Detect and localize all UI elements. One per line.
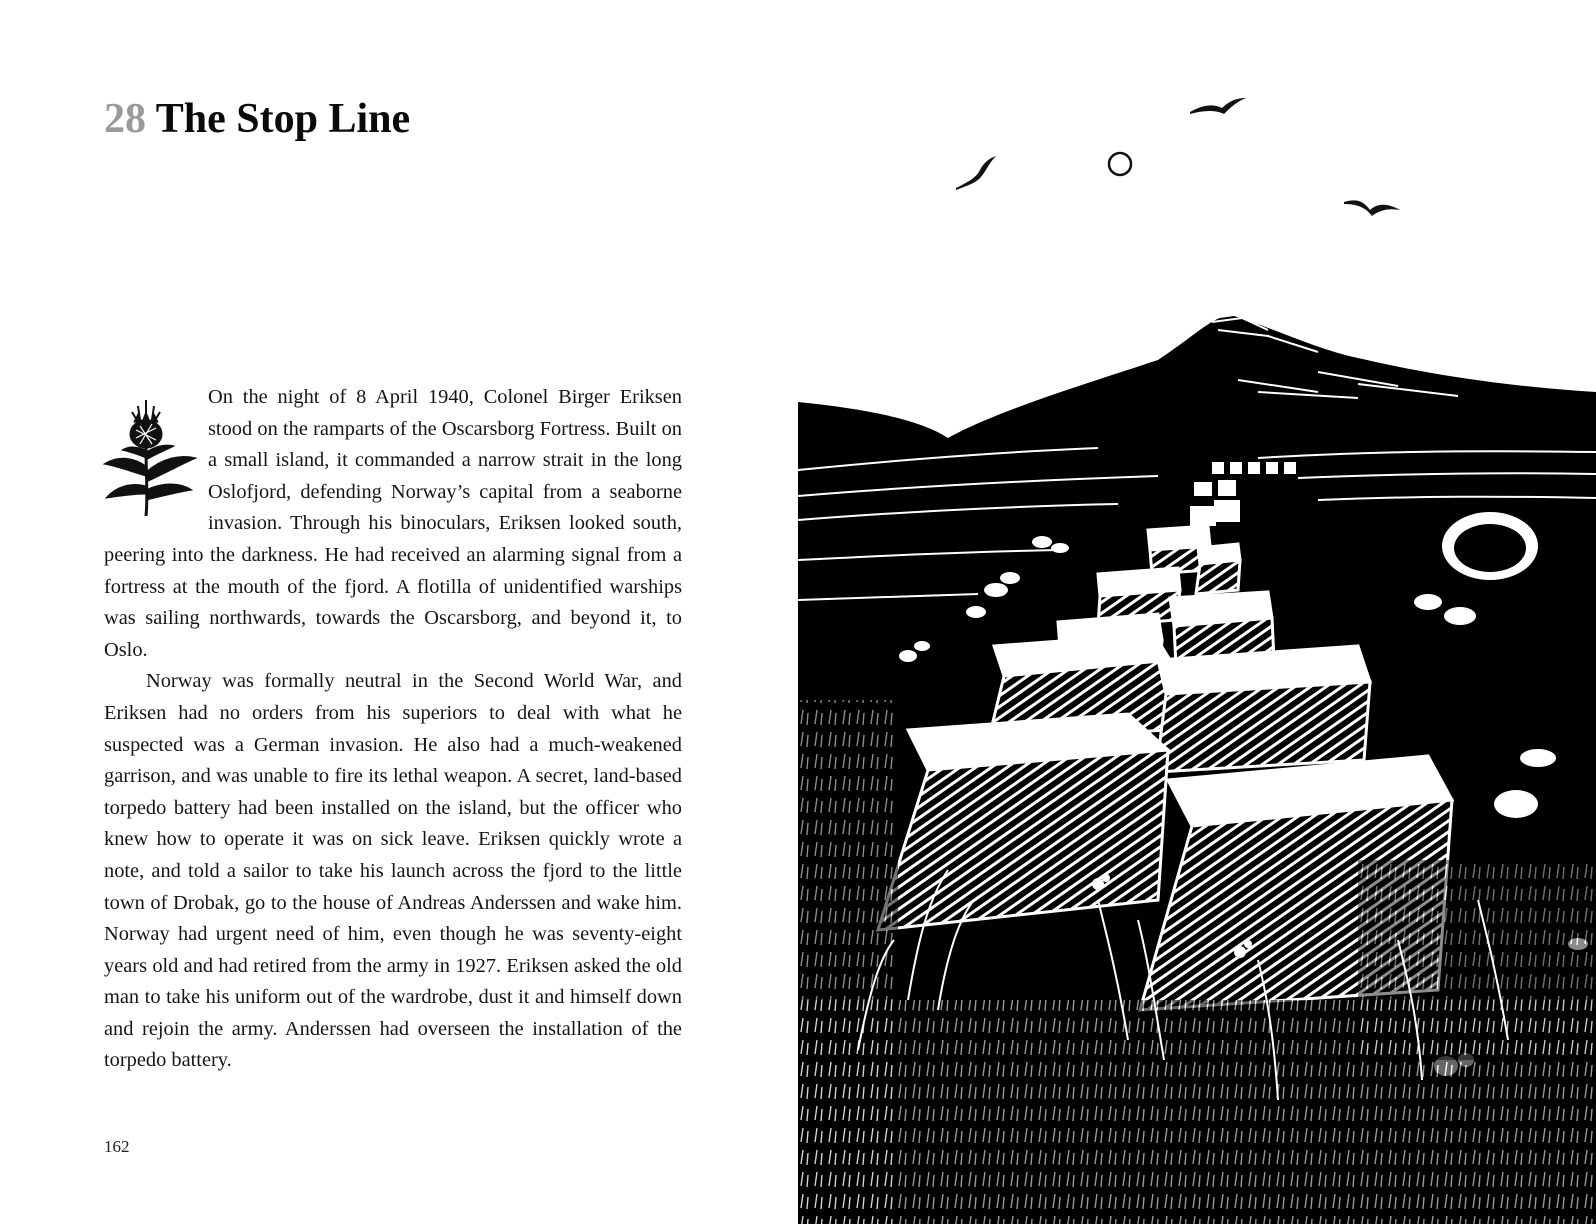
paragraph-2: Norway was formally neutral in the Second World War, and Eriksen had no orders from his superiors to deal with what he suspected was a German invasion. He also had a much-weakened garrison, and was unable to fire its lethal weapon. A secret, land-based torpedo battery had been installed on the island, but the officer who knew how to operate it was on sick leave. Eriksen quickly wrote a note, and told a sailor to take his launch across the fjord to the little town of Drobak, go to the house of Andreas Anderssen and wake him. Norway had urgent need of him, even though he was seventy-eight years old and had retired from the army in 1927. Eriksen asked the old man to take his uniform out of the wardrobe, dust it and himself down and rejoin the army. Anderssen had overseen the installation of the torpedo battery. <box>104 670 682 1072</box>
chapter-title: The Stop Line <box>155 96 411 142</box>
chapter-heading <box>104 96 410 142</box>
bird-icon <box>1344 200 1400 216</box>
page-number: 162 <box>104 1137 130 1156</box>
text-body <box>104 382 682 1077</box>
sun-icon <box>1109 153 1131 175</box>
chapter-number: 28 <box>104 96 146 142</box>
bird-icon <box>1190 98 1246 114</box>
paragraph-1: On the night of 8 April 1940, Colonel Birger Eriksen stood on the ramparts of the Oscarsborg Fortress. Built on a small island, it commanded a narrow strait in the long Oslofjord, defending Norway’s capital from a seaborne invasion. Through his binoculars, Eriksen looked south, peering into the darkness. He had received an alarming signal from a fortress at the mouth of the fjord. A flotilla of unidentified warships was sailing northwards, towards the Oscarsborg, and beyond it, to Oslo. <box>104 386 682 661</box>
thistle-icon <box>102 386 202 520</box>
bird-icon <box>956 156 996 190</box>
linocut-illustration <box>798 0 1596 1224</box>
